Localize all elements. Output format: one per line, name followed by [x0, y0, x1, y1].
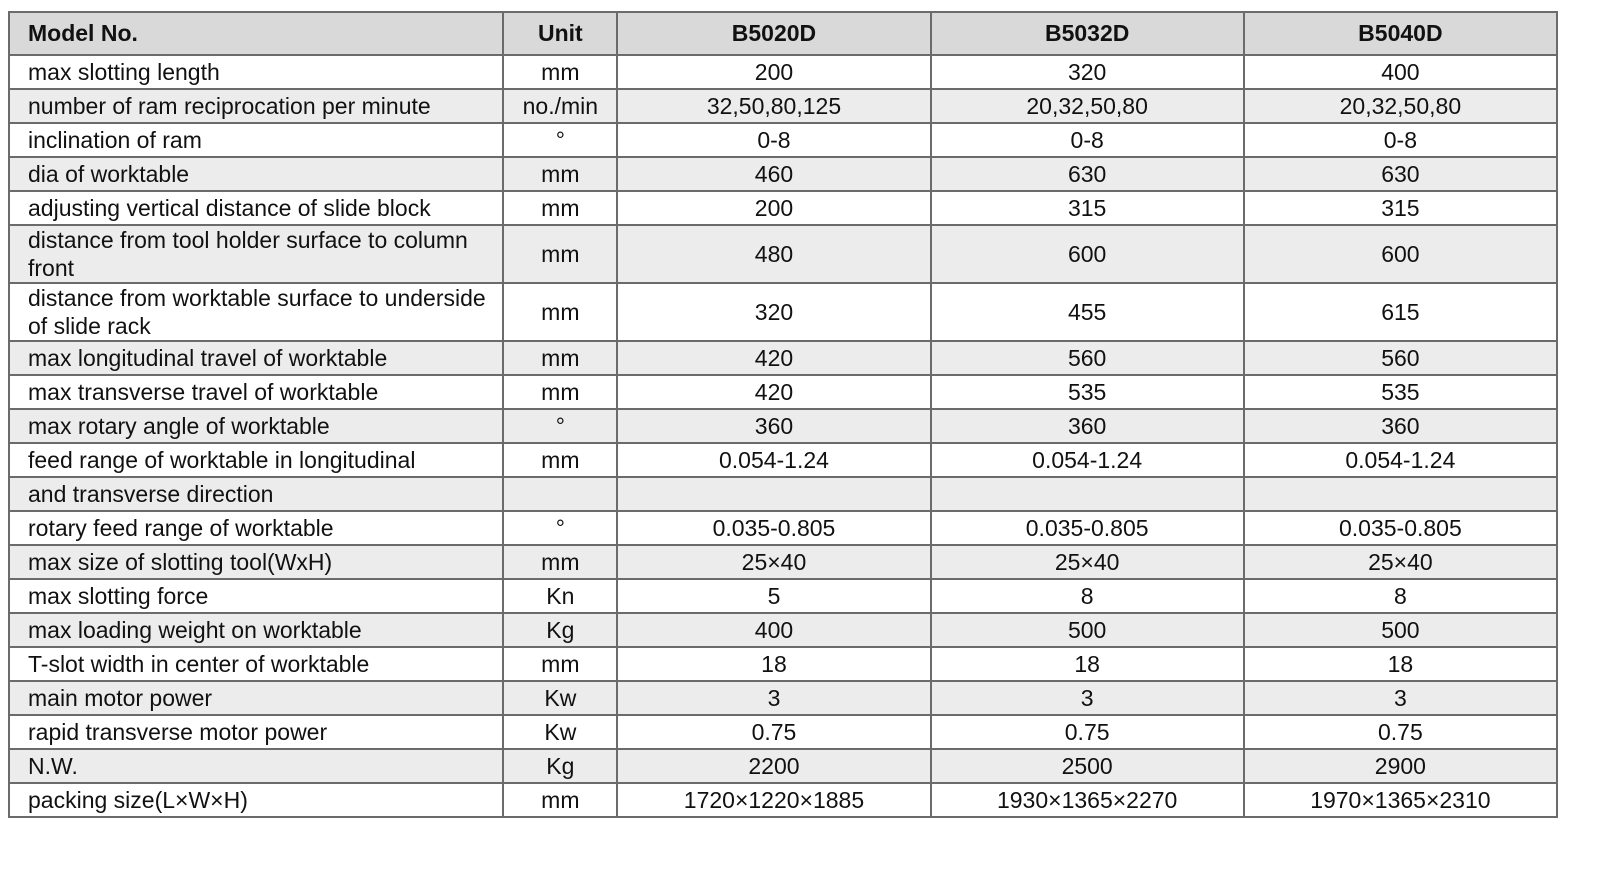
row-unit: mm	[503, 191, 617, 225]
row-value-b5040d: 630	[1244, 157, 1557, 191]
row-value-b5032d: 0.035-0.805	[931, 511, 1244, 545]
row-value-b5032d: 560	[931, 341, 1244, 375]
row-value-b5040d: 560	[1244, 341, 1557, 375]
row-value-b5040d: 615	[1244, 283, 1557, 341]
row-value-b5020d: 0.75	[617, 715, 930, 749]
row-value-b5032d	[931, 477, 1244, 511]
row-value-b5040d: 0.75	[1244, 715, 1557, 749]
table-row	[9, 225, 1557, 283]
table-row	[9, 157, 1557, 191]
row-value-b5032d: 600	[931, 225, 1244, 283]
row-parameter: inclination of ram	[9, 123, 503, 157]
header-unit: Unit	[503, 12, 617, 55]
table-row	[9, 511, 1557, 545]
row-value-b5032d: 8	[931, 579, 1244, 613]
row-parameter: distance from worktable surface to underside of slide rack	[9, 283, 503, 341]
table-row	[9, 341, 1557, 375]
row-value-b5040d: 0.054-1.24	[1244, 443, 1557, 477]
table-row	[9, 783, 1557, 817]
row-value-b5040d: 20,32,50,80	[1244, 89, 1557, 123]
row-parameter: N.W.	[9, 749, 503, 783]
row-parameter: rapid transverse motor power	[9, 715, 503, 749]
row-unit: °	[503, 511, 617, 545]
table-row	[9, 89, 1557, 123]
row-value-b5020d: 420	[617, 375, 930, 409]
row-parameter: max longitudinal travel of worktable	[9, 341, 503, 375]
row-value-b5032d: 20,32,50,80	[931, 89, 1244, 123]
row-unit: no./min	[503, 89, 617, 123]
header-b5032d: B5032D	[931, 12, 1244, 55]
row-value-b5032d: 18	[931, 647, 1244, 681]
row-value-b5040d: 1970×1365×2310	[1244, 783, 1557, 817]
table-row	[9, 545, 1557, 579]
row-parameter: dia of worktable	[9, 157, 503, 191]
row-value-b5020d: 5	[617, 579, 930, 613]
row-unit: °	[503, 409, 617, 443]
row-parameter: rotary feed range of worktable	[9, 511, 503, 545]
row-value-b5032d: 320	[931, 55, 1244, 89]
row-unit: mm	[503, 341, 617, 375]
row-unit: °	[503, 123, 617, 157]
row-parameter: T-slot width in center of worktable	[9, 647, 503, 681]
row-unit: mm	[503, 157, 617, 191]
row-value-b5032d: 315	[931, 191, 1244, 225]
row-parameter: max size of slotting tool(WxH)	[9, 545, 503, 579]
row-unit: Kw	[503, 681, 617, 715]
table-row	[9, 681, 1557, 715]
row-value-b5040d: 2900	[1244, 749, 1557, 783]
table-row	[9, 283, 1557, 341]
row-value-b5040d: 535	[1244, 375, 1557, 409]
table-row	[9, 579, 1557, 613]
row-parameter: distance from tool holder surface to column front	[9, 225, 503, 283]
spec-table	[8, 11, 1558, 818]
row-value-b5032d: 2500	[931, 749, 1244, 783]
row-value-b5040d: 18	[1244, 647, 1557, 681]
table-row	[9, 477, 1557, 511]
table-row	[9, 613, 1557, 647]
row-parameter: max transverse travel of worktable	[9, 375, 503, 409]
row-value-b5040d: 3	[1244, 681, 1557, 715]
row-value-b5020d: 200	[617, 55, 930, 89]
header-b5040d: B5040D	[1244, 12, 1557, 55]
row-value-b5032d: 0-8	[931, 123, 1244, 157]
row-value-b5020d: 0.035-0.805	[617, 511, 930, 545]
table-row	[9, 123, 1557, 157]
row-value-b5040d: 360	[1244, 409, 1557, 443]
header-model-no: Model No.	[9, 12, 503, 55]
table-row	[9, 375, 1557, 409]
table-row	[9, 647, 1557, 681]
row-value-b5020d: 32,50,80,125	[617, 89, 930, 123]
header-row	[9, 12, 1557, 55]
row-value-b5040d: 315	[1244, 191, 1557, 225]
row-value-b5020d	[617, 477, 930, 511]
row-unit: mm	[503, 545, 617, 579]
row-unit: mm	[503, 783, 617, 817]
row-parameter: number of ram reciprocation per minute	[9, 89, 503, 123]
row-unit: mm	[503, 55, 617, 89]
row-value-b5040d: 25×40	[1244, 545, 1557, 579]
row-unit: mm	[503, 443, 617, 477]
row-parameter: packing size(L×W×H)	[9, 783, 503, 817]
spec-body	[9, 55, 1557, 817]
row-unit: mm	[503, 225, 617, 283]
row-value-b5020d: 360	[617, 409, 930, 443]
row-unit: mm	[503, 283, 617, 341]
row-value-b5032d: 3	[931, 681, 1244, 715]
row-unit: Kg	[503, 749, 617, 783]
row-value-b5020d: 480	[617, 225, 930, 283]
row-value-b5032d: 1930×1365×2270	[931, 783, 1244, 817]
row-value-b5040d: 8	[1244, 579, 1557, 613]
row-unit	[503, 477, 617, 511]
table-row	[9, 715, 1557, 749]
row-value-b5040d: 0-8	[1244, 123, 1557, 157]
row-value-b5020d: 420	[617, 341, 930, 375]
row-parameter: feed range of worktable in longitudinal	[9, 443, 503, 477]
row-value-b5020d: 2200	[617, 749, 930, 783]
row-value-b5032d: 0.054-1.24	[931, 443, 1244, 477]
row-value-b5040d: 600	[1244, 225, 1557, 283]
row-unit: mm	[503, 375, 617, 409]
table-row	[9, 749, 1557, 783]
row-parameter: max slotting force	[9, 579, 503, 613]
row-value-b5040d: 0.035-0.805	[1244, 511, 1557, 545]
row-parameter: max rotary angle of worktable	[9, 409, 503, 443]
row-value-b5020d: 320	[617, 283, 930, 341]
row-parameter: and transverse direction	[9, 477, 503, 511]
row-unit: Kg	[503, 613, 617, 647]
table-row	[9, 409, 1557, 443]
row-value-b5020d: 460	[617, 157, 930, 191]
table-row	[9, 191, 1557, 225]
row-value-b5032d: 500	[931, 613, 1244, 647]
row-value-b5020d: 3	[617, 681, 930, 715]
header-b5020d: B5020D	[617, 12, 930, 55]
row-value-b5020d: 0.054-1.24	[617, 443, 930, 477]
row-value-b5020d: 200	[617, 191, 930, 225]
row-value-b5040d: 400	[1244, 55, 1557, 89]
row-value-b5032d: 455	[931, 283, 1244, 341]
row-value-b5040d: 500	[1244, 613, 1557, 647]
row-value-b5032d: 25×40	[931, 545, 1244, 579]
row-parameter: adjusting vertical distance of slide block	[9, 191, 503, 225]
row-value-b5032d: 0.75	[931, 715, 1244, 749]
row-value-b5032d: 535	[931, 375, 1244, 409]
row-parameter: max loading weight on worktable	[9, 613, 503, 647]
row-value-b5020d: 25×40	[617, 545, 930, 579]
row-unit: Kn	[503, 579, 617, 613]
row-parameter: max slotting length	[9, 55, 503, 89]
row-value-b5032d: 630	[931, 157, 1244, 191]
row-parameter: main motor power	[9, 681, 503, 715]
row-value-b5020d: 1720×1220×1885	[617, 783, 930, 817]
row-value-b5020d: 400	[617, 613, 930, 647]
row-value-b5020d: 18	[617, 647, 930, 681]
row-value-b5040d	[1244, 477, 1557, 511]
table-row	[9, 55, 1557, 89]
table-row	[9, 443, 1557, 477]
row-value-b5032d: 360	[931, 409, 1244, 443]
row-unit: mm	[503, 647, 617, 681]
row-unit: Kw	[503, 715, 617, 749]
row-value-b5020d: 0-8	[617, 123, 930, 157]
